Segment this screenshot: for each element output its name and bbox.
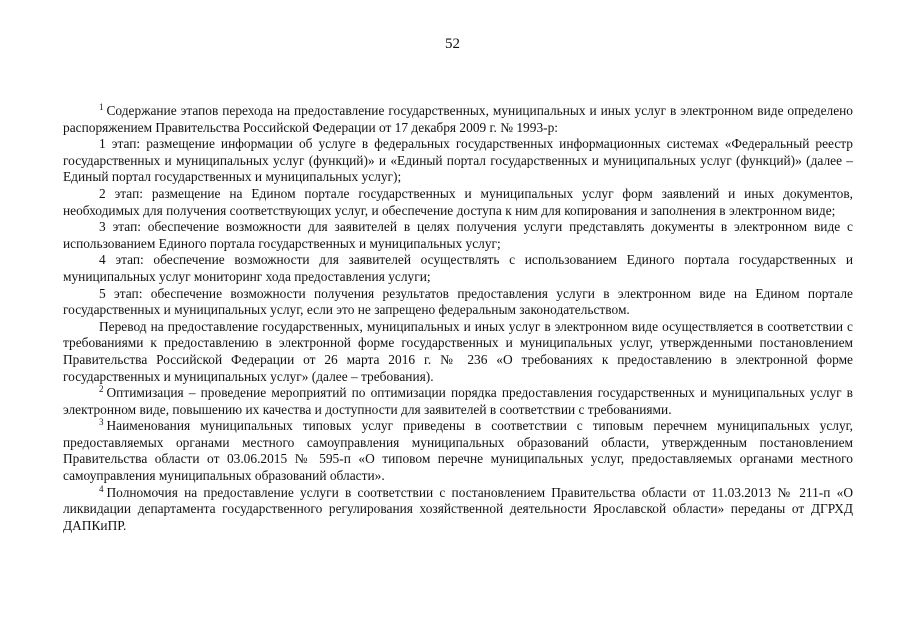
paragraph-text: Перевод на предоставление государственных, муниципальных и иных услуг в электронном виде осуществляется в соответствии с требованиями к предоставлению в электронной форме государственных и муниципальных услуг, утвержденными постановлением Правительства Российской Федерации от 26 марта 2016 г. № 236 «О требованиях к предоставлению в электронной форме государственных и муниципальных услуг» (далее – требования).: [63, 318, 853, 384]
paragraph-text: 1 этап: размещение информации об услуге в федеральных государственных информационных системах «Федеральный реестр государственных и муниципальных услуг (функций)» и «Единый портал государственных и муниципальных услуг (функций)» (далее – Единый портал государственных и муниципальных услуг);: [63, 136, 853, 185]
stage-5-paragraph: [63, 286, 853, 319]
footnotes: [63, 103, 853, 534]
footnote-text: Содержание этапов перехода на предоставление государственных, муниципальных и иных услуг в электронном виде определено распоряжением Правительства Российской Федерации от 17 декабря 2009 г. № 1993-р:: [63, 103, 853, 135]
footnote-text: Наименования муниципальных типовых услуг приведены в соответствии с типовым перечнем муниципальных услуг, предоставляемых органами местного самоуправления муниципальных образований области, утвержденным постановлением Правительства области от 03.06.2015 № 595-п «О типовом перечне муниципальных услуг, предоставляемых органами местного самоуправления муниципальных образований области».: [63, 418, 853, 484]
footnote-2: [63, 385, 853, 418]
footnote-text: Оптимизация – проведение мероприятий по оптимизации порядка предоставления государственных и муниципальных услуг в электронном виде, повышению их качества и доступности для заявителей в соответствии с требованиями.: [63, 385, 853, 417]
footnote-mark: 1: [99, 102, 104, 112]
stage-4-paragraph: [63, 252, 853, 285]
paragraph-text: 3 этап: обеспечение возможности для заявителей в целях получения услуги представлять документы в электронном виде с использованием Единого портала государственных и муниципальных услуг;: [63, 219, 853, 251]
stage-2-paragraph: [63, 186, 853, 219]
stage-1-paragraph: [63, 136, 853, 186]
paragraph-text: 5 этап: обеспечение возможности получения результатов предоставления услуги в электронном виде на Едином портале государственных и муниципальных услуг, если это не запрещено федеральным законодательством.: [63, 285, 853, 318]
footnote-mark: 3: [99, 417, 104, 428]
paragraph-text: 2 этап: размещение на Едином портале государственных и муниципальных услуг форм заявлений и иных документов, необходимых для получения соответствующих услуг, и обеспечение доступа к ним для копирования и заполнения в электронном виде;: [63, 185, 853, 218]
footnote-mark: 4: [99, 483, 104, 494]
footnote-1: [63, 103, 853, 136]
transition-paragraph: [63, 319, 853, 385]
page-number: 52: [445, 36, 460, 52]
footnote-4: [63, 485, 853, 535]
footnote-text: Полномочия на предоставление услуги в соответствии с постановлением Правительства области от 11.03.2013 № 211-п «О ликвидации департамента государственного регулирования хозяйственной деятельности Ярославской области» переданы от ДГРХД ДАПКиПР.: [63, 484, 853, 533]
paragraph-text: 4 этап: обеспечение возможности для заявителей осуществлять с использованием Единого портала государственных и муниципальных услуг мониторинг хода предоставления услуги;: [63, 252, 853, 284]
footnote-3: [63, 418, 853, 484]
footnote-mark: 2: [99, 384, 104, 395]
stage-3-paragraph: [63, 219, 853, 252]
